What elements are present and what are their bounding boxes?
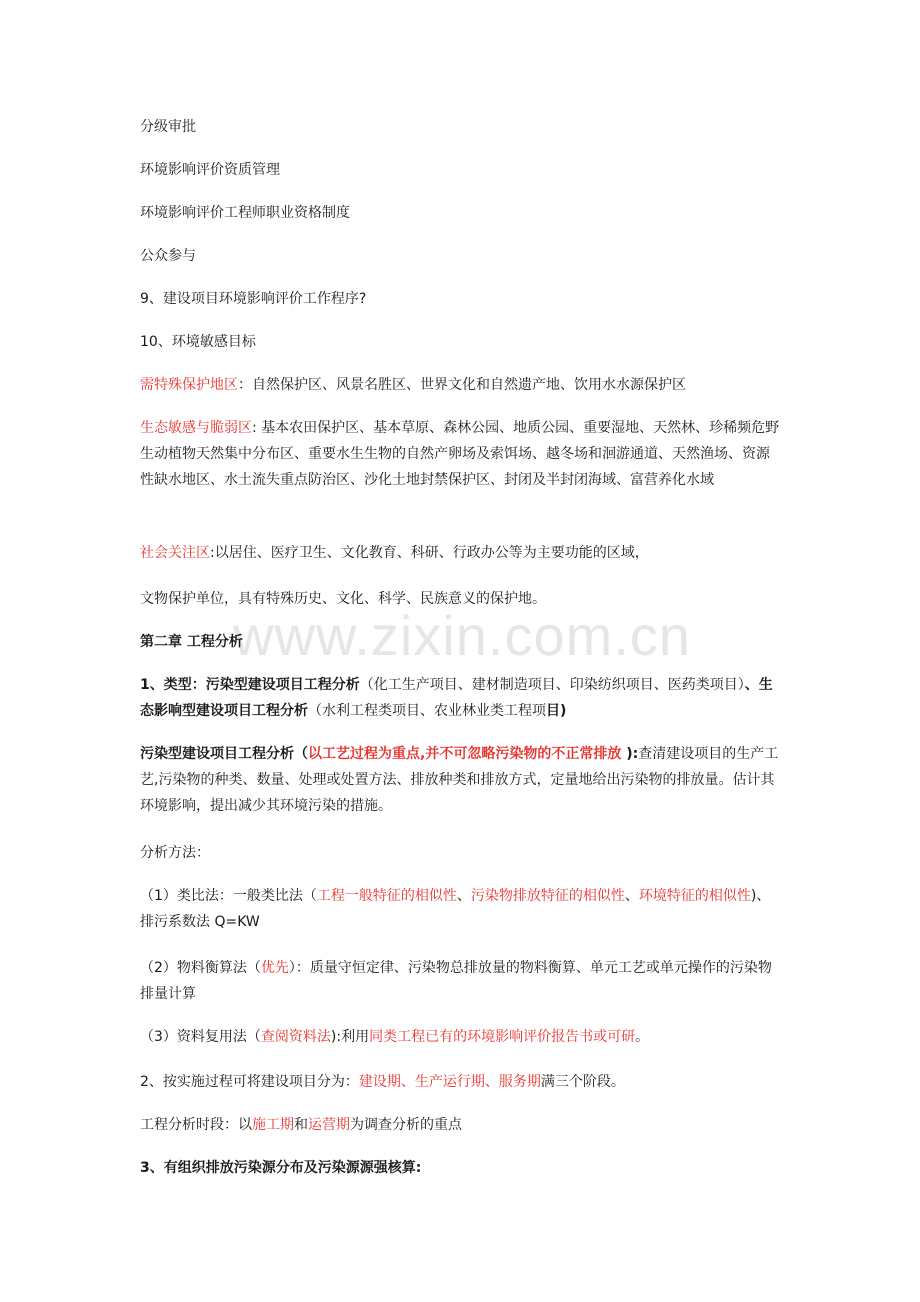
para-project-types: 1、类型：污染型建设项目工程分析（化工生产项目、建材制造项目、印染纺织项目、医药类项目）、生态影响型建设项目工程分析（水利工程类项目、农业林业类工程项目) bbox=[140, 677, 773, 719]
label-eco-sensitive: 生态敏感与脆弱区 bbox=[140, 420, 252, 436]
para-item-9: 9、建设项目环境影响评价工作程序? bbox=[140, 291, 367, 307]
text-special-protection: ：自然保护区、风景名胜区、世界文化和自然遗产地、饮用水水源保护区 bbox=[238, 377, 686, 393]
para-analysis-period: 工程分析时段：以施工期和运营期为调查分析的重点 bbox=[140, 1117, 462, 1133]
para-ecologically-sensitive-areas bbox=[140, 415, 782, 493]
para-method-material-balance: （2）物料衡算法（优先）：质量守恒定律、污染物总排放量的物料衡算、单元工艺或单元操作的污染物排量计算 bbox=[140, 960, 772, 1002]
para-analysis-methods: 分析方法： bbox=[140, 845, 210, 861]
para-item-3: 3、有组织排放污染源分布及污染源源强核算: bbox=[140, 1160, 422, 1176]
para-tiered-approval: 分级审批 bbox=[140, 119, 196, 135]
para-social-concern-areas bbox=[140, 540, 782, 566]
para-engineer-certification: 环境影响评价工程师职业资格制度 bbox=[140, 205, 350, 221]
chapter-heading: 第二章 工程分析 bbox=[140, 634, 243, 650]
text-social-concern: :以居住、医疗卫生、文化教育、科研、行政办公等为主要功能的区域， bbox=[210, 545, 649, 561]
para-public-participation: 公众参与 bbox=[140, 248, 196, 264]
para-cultural-relics: 文物保护单位，具有特殊历史、文化、科学、民族意义的保护地。 bbox=[140, 591, 546, 607]
watermark: www.zixin.com.cn bbox=[233, 604, 691, 667]
para-item-10: 10、环境敏感目标 bbox=[140, 334, 256, 350]
para-method-analogy: （1）类比法：一般类比法（工程一般特征的相似性、污染物排放特征的相似性、环境特征的相似性)、排污系数法 Q=KW bbox=[140, 888, 771, 930]
label-social-concern: 社会关注区 bbox=[140, 545, 210, 561]
label-special-protection: 需特殊保护地区 bbox=[140, 377, 238, 393]
para-pollution-analysis: 污染型建设项目工程分析（以工艺过程为重点,并不可忽略污染物的不正常排放 ):查清建设项目的生产工艺,污染物的种类、数量、处理或处置方法、排放种类和排放方式，定量地给出污染物的排放量。估计其环境影响，提出减少其环境污染的措施。 bbox=[140, 746, 779, 814]
para-implementation-stages: 2、按实施过程可将建设项目分为：建设期、生产运行期、服务期满三个阶段。 bbox=[140, 1074, 625, 1090]
text-eco-sensitive: : 基本农田保护区、基本草原、森林公园、地质公园、重要湿地、天然林、珍稀频危野生动植物天然集中分布区、重要水生生物的自然产卵场及索饵场、越冬场和洄游通道、天然渔场、资源性缺水地区、水土流失重点防治区、沙化土地封禁保护区、封闭及半封闭海域、富营养化水域 bbox=[140, 420, 780, 488]
para-qualification-management: 环境影响评价资质管理 bbox=[140, 162, 280, 178]
para-method-data-reuse: （3）资料复用法（查阅资料法):利用同类工程已有的环境影响评价报告书或可研。 bbox=[140, 1029, 650, 1045]
para-special-protection-areas bbox=[140, 372, 782, 398]
